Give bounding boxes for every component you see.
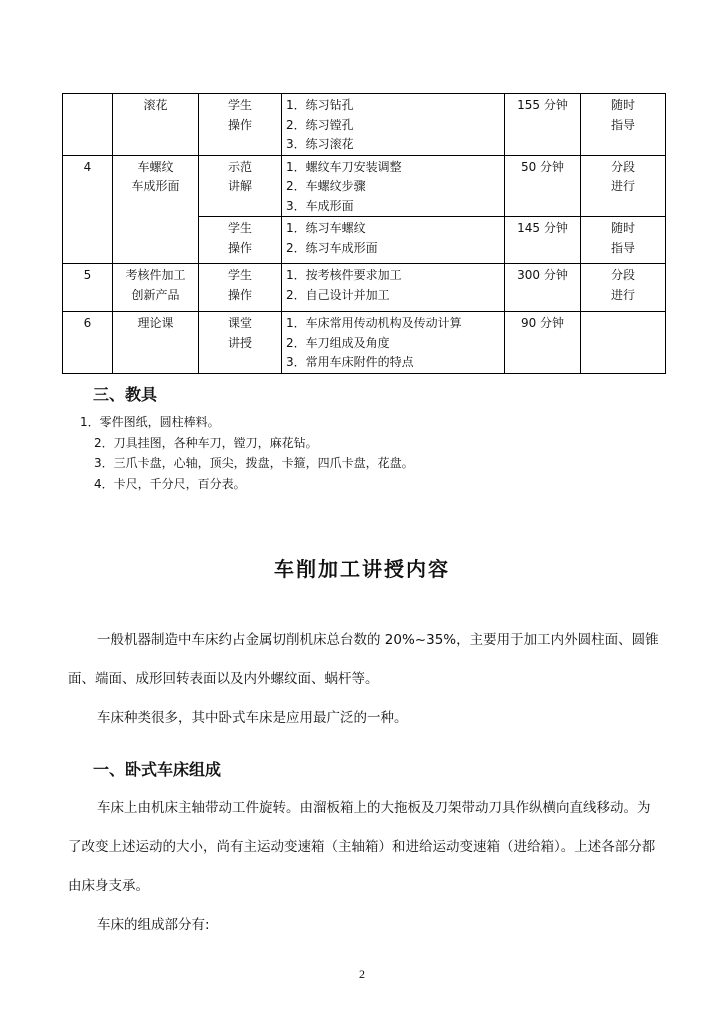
paragraph: 一般机器制造中车床约占金属切削机床总台数的 20%~35%，主要用于加工内外圆柱面、圆锥面、端面、成形回转表面以及内外螺纹面、蜗杆等。 [68,632,659,687]
item-line: 2．车刀组成及角度 [286,335,390,350]
cell-topic: 车螺纹 车成形面 [113,155,199,264]
cell-method: 学生 操作 [199,94,282,156]
schedule-table [62,93,666,374]
paragraph: 车床的组成部分有: [97,917,210,933]
cell-note: 随时 指导 [581,217,666,264]
cell-time: 50 分钟 [505,155,581,217]
cell-time: 90 分钟 [505,312,581,374]
item-line: 1．车床常用传动机构及传动计算 [286,316,462,330]
section-text [68,789,660,945]
item-line: 2．自己设计并加工 [286,287,390,302]
item-line: 3．常用车床附件的特点 [286,355,414,369]
cell-method: 示范 讲解 [199,155,282,217]
page-title: 车削加工讲授内容 [274,557,450,581]
item-line: 3．练习滚花 [286,137,354,151]
list-item: 4．卡尺，千分尺，百分表。 [94,476,246,491]
cell-note: 分段 进行 [581,264,666,312]
cell-items [282,94,505,156]
cell-time: 155 分钟 [505,94,581,156]
table-row [63,155,666,217]
cell-topic: 理论课 [113,312,199,374]
cell-items [282,155,505,217]
item-line: 1．练习钻孔 [286,98,354,112]
cell-time: 145 分钟 [505,217,581,264]
table-row [63,264,666,312]
cell-note: 分段 进行 [581,155,666,217]
item-line: 2．练习车成形面 [286,240,378,255]
cell-note: 随时 指导 [581,94,666,156]
cell-items [282,264,505,312]
list-item: 2．刀具挂图，各种车刀，镗刀，麻花钻。 [94,435,318,450]
paragraph: 车床种类很多，其中卧式车床是应用最广泛的一种。 [97,710,408,726]
cell-no [63,94,113,156]
table-row [63,312,666,374]
list-item: 1．零件图纸，圆柱棒料。 [80,415,220,429]
cell-no: 4 [63,155,113,264]
item-line: 1．练习车螺纹 [286,221,366,235]
cell-items [282,217,505,264]
intro-text [68,621,660,738]
section-heading: 一、卧式车床组成 [93,760,222,779]
item-line: 2．车螺纹步骤 [286,179,366,193]
item-line: 3．车成形面 [286,198,354,213]
table-row [63,94,666,156]
cell-items [282,312,505,374]
cell-time: 300 分钟 [505,264,581,312]
item-line: 2．练习镗孔 [286,117,354,132]
cell-no: 5 [63,264,113,312]
tools-heading: 三、教具 [93,385,158,404]
cell-topic: 滚花 [113,94,199,156]
item-line: 1．按考核件要求加工 [286,268,402,282]
page-number: 2 [359,967,365,981]
cell-no: 6 [63,312,113,374]
list-item: 3．三爪卡盘，心轴，顶尖，拨盘，卡箍，四爪卡盘，花盘。 [94,456,414,470]
tools-list [80,412,414,494]
item-line: 1．螺纹车刀安装调整 [286,159,402,174]
cell-method: 学生 操作 [199,264,282,312]
cell-method: 学生 操作 [199,217,282,264]
cell-note [581,312,666,374]
paragraph: 车床上由机床主轴带动工件旋转。由溜板箱上的大拖板及刀架带动刀具作纵横向直线移动。为了改变上述运动的大小，尚有主运动变速箱（主轴箱）和进给运动变速箱（进给箱）。上述各部分都由床身支承。 [68,800,656,894]
cell-method: 课堂 讲授 [199,312,282,374]
cell-topic: 考核件加工 创新产品 [113,264,199,312]
